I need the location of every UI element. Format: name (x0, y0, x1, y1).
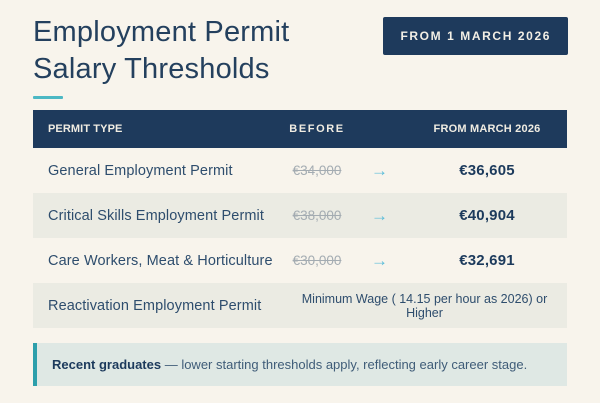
header-permit-type: PERMIT TYPE (48, 123, 123, 135)
permit-name: Critical Skills Employment Permit (48, 207, 265, 224)
old-threshold: €38,000 (292, 208, 342, 223)
salary-thresholds-table (33, 110, 567, 328)
footnote-text (52, 357, 527, 372)
header-from-march-2026: FROM MARCH 2026 (433, 123, 541, 135)
new-threshold: €36,605 (459, 162, 515, 179)
old-threshold: €34,000 (292, 163, 342, 178)
new-threshold: €32,691 (459, 252, 515, 269)
arrow-right-icon: → (371, 160, 388, 180)
recent-graduates-footnote (33, 343, 567, 386)
arrow-right-icon: → (371, 250, 388, 270)
minimum-wage-note: Minimum Wage ( 14.15 per hour as 2026) or Higher (301, 291, 548, 320)
title-underline-accent (33, 96, 63, 99)
footnote-bold: Recent graduates (52, 357, 162, 372)
page-title-line2: Salary Thresholds (33, 53, 270, 85)
table-row (33, 193, 567, 238)
old-threshold: €30,000 (292, 253, 342, 268)
table-row (33, 148, 567, 193)
permit-name: Care Workers, Meat & Horticulture (48, 252, 273, 269)
permit-name: Reactivation Employment Permit (48, 297, 262, 314)
header-before: BEFORE (289, 123, 345, 135)
permit-name: General Employment Permit (48, 162, 233, 179)
footnote-rest: — lower starting thresholds apply, reflecting early career stage. (161, 357, 528, 372)
table-row (33, 238, 567, 283)
date-badge: FROM 1 MARCH 2026 (383, 17, 568, 55)
page-title-line1: Employment Permit (33, 16, 290, 48)
table-header-row (33, 110, 567, 148)
new-threshold: €40,904 (459, 207, 515, 224)
table-row (33, 283, 567, 328)
arrow-right-icon: → (371, 205, 388, 225)
